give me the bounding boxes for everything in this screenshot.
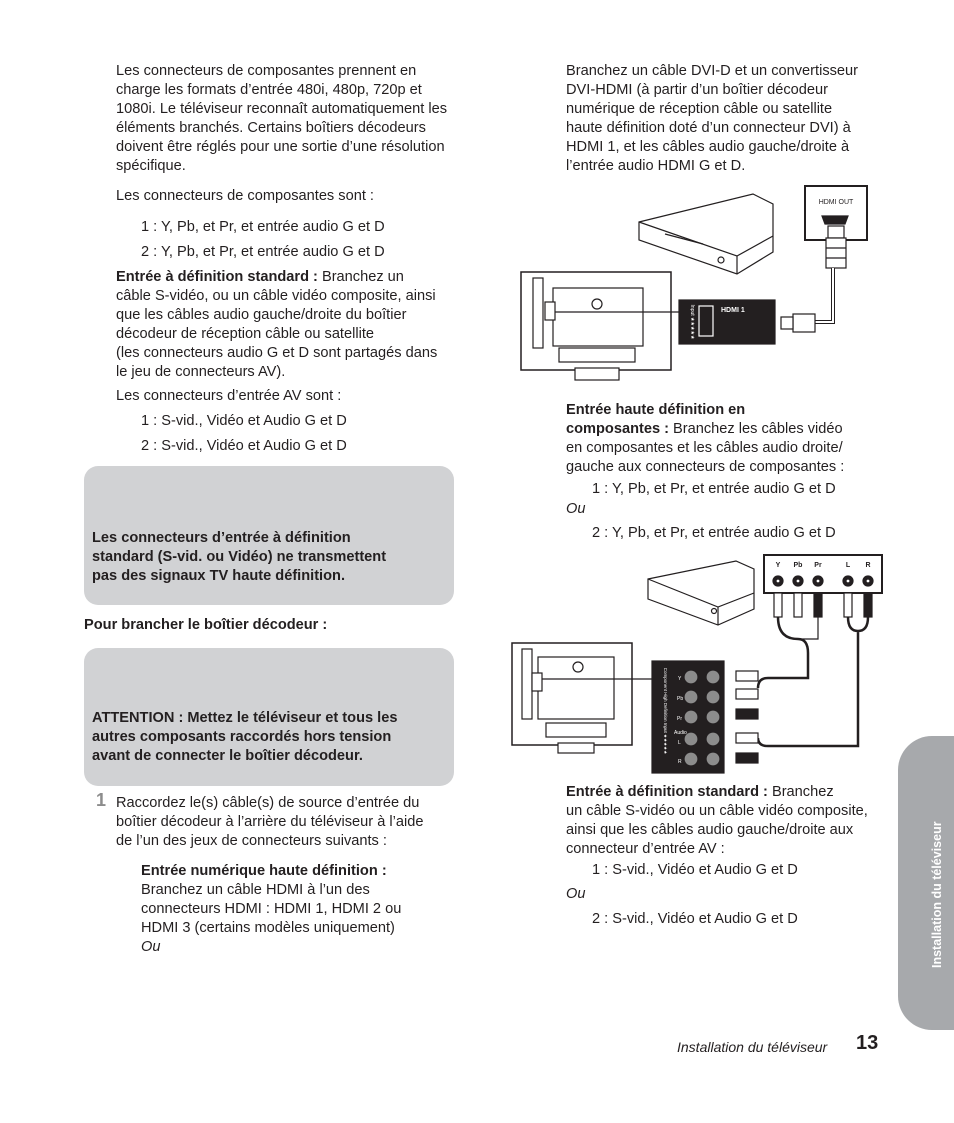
footer-section-title: Installation du téléviseur [677, 1039, 828, 1055]
text-line: Branchez [767, 784, 834, 800]
ou-text: Ou [566, 886, 586, 902]
text-line: Branchez les câbles vidéo [669, 421, 843, 437]
text-line: charge les formats d’entrée 480i, 480p, 720p et [116, 82, 422, 98]
sd-right-paragraph [566, 783, 896, 859]
text-line: Branchez un câble DVI-D et un convertisseur [566, 63, 859, 79]
text-line: spécifique. [116, 158, 186, 174]
av-set-2: 2 : S-vid., Vidéo et Audio G et D [592, 911, 798, 927]
component-output-panel [764, 555, 882, 593]
section-tab-label: Installation du téléviseur [930, 821, 944, 968]
component-set-1: 1 : Y, Pb, et Pr, et entrée audio G et D [592, 481, 836, 497]
text-line: doivent être réglés pour une sortie d’une résolution [116, 139, 445, 155]
av-set-2: 2 : S-vid., Vidéo et Audio G et D [141, 438, 347, 454]
panel-label: Pr [677, 716, 682, 722]
text-line: gauche aux connecteurs de composantes : [566, 459, 845, 475]
jack-label: Pb [793, 562, 803, 569]
text-line: DVI-HDMI (à partir d’un boîtier décodeur [566, 82, 828, 98]
warning-text [92, 709, 450, 766]
sd-title: Entrée à définition standard : [116, 269, 318, 285]
text-line: (les connecteurs audio G et D sont partagés dans [116, 345, 438, 361]
text-line: connecteurs HDMI : HDMI 1, HDMI 2 ou [141, 901, 402, 917]
hd-component-title: Entrée haute définition en [566, 402, 746, 418]
sd-title: Entrée à définition standard : [566, 784, 768, 800]
hd-component-paragraph [566, 401, 896, 477]
text-line: numérique de réception câble ou satellite [566, 101, 833, 117]
panel-caption: Component High Definition Input ★★★★★ [663, 667, 668, 755]
text-line: haute définition doté d’un connecteur DVI) à [566, 120, 851, 136]
component-connection-diagram [508, 553, 888, 778]
text-line: 1080i. Le téléviseur reconnaît automatiquement les [116, 101, 447, 117]
jack-label: Y [775, 562, 781, 569]
step-number: 1 [96, 790, 107, 810]
page-number: 13 [856, 1032, 879, 1054]
input-label: Input ★★★★★ [689, 304, 695, 340]
text-line: de l’un des jeux de connecteurs suivants : [116, 833, 387, 849]
panel-label: L [678, 740, 681, 746]
text-line: connecteur d’entrée AV : [566, 841, 725, 857]
panel-label: R [678, 759, 682, 765]
panel-label: Pb [677, 696, 684, 702]
standard-definition-paragraph [116, 268, 476, 382]
text-line: ainsi que les câbles audio gauche/droite aux [566, 822, 854, 838]
text-line: câble S-vidéo, ou un câble vidéo composite, ainsi [116, 288, 436, 304]
intro-paragraph [116, 62, 476, 176]
text-line: décodeur de réception câble ou satellite [116, 326, 374, 342]
audio-cables [758, 617, 868, 746]
procedure-title: Pour brancher le boîtier décodeur : [84, 617, 328, 633]
component-set-1: 1 : Y, Pb, et Pr, et entrée audio G et D [141, 219, 385, 235]
warning-line: avant de connecter le boîtier décodeur. [92, 748, 363, 764]
text-line: HDMI 3 (certains modèles uniquement) [141, 920, 395, 936]
hd-digital-title: Entrée numérique haute définition : [141, 863, 387, 879]
av-set-1: 1 : S-vid., Vidéo et Audio G et D [141, 413, 347, 429]
av-intro: Les connecteurs d’entrée AV sont : [116, 388, 342, 404]
video-cables [758, 617, 808, 688]
set-top-box [648, 561, 754, 625]
text-line: le jeu de connecteurs AV). [116, 364, 286, 380]
ou-label [566, 885, 585, 904]
note-line: standard (S-vid. ou Vidéo) ne transmettent [92, 549, 387, 565]
text-line: éléments branchés. Certains boîtiers décodeurs [116, 120, 426, 136]
component-intro: Les connecteurs de composantes sont : [116, 188, 374, 204]
hd-digital-paragraph [141, 862, 471, 957]
text-line: un câble S-vidéo ou un câble vidéo composite, [566, 803, 868, 819]
text-line: Raccordez le(s) câble(s) de source d’entrée du [116, 795, 420, 811]
ou-text: Ou [566, 501, 586, 517]
warning-line: ATTENTION : Mettez le téléviseur et tous les [92, 710, 398, 726]
note-text [92, 529, 450, 586]
hdmi-1-label: HDMI 1 [721, 307, 745, 314]
dvi-paragraph [566, 62, 896, 176]
jack-label: R [865, 562, 871, 569]
text-line: Les connecteurs de composantes prennent en [116, 63, 417, 79]
set-top-box [639, 194, 773, 274]
component-set-2: 2 : Y, Pb, et Pr, et entrée audio G et D [592, 525, 836, 541]
component-set-2: 2 : Y, Pb, et Pr, et entrée audio G et D [141, 244, 385, 260]
av-set-1: 1 : S-vid., Vidéo et Audio G et D [592, 862, 798, 878]
panel-label: Audio [674, 730, 687, 736]
note-line: pas des signaux TV haute définition. [92, 568, 345, 584]
ou-label: Ou [141, 939, 161, 955]
note-line: Les connecteurs d’entrée à définition [92, 530, 351, 546]
text-line: que les câbles audio gauche/droite du boîtier [116, 307, 407, 323]
hdmi-cable [815, 268, 833, 322]
step-1-text [116, 794, 476, 851]
hdmi-out-label: HDMI OUT [818, 199, 854, 206]
text-line: Branchez un câble HDMI à l’un des [141, 882, 370, 898]
text-line: Branchez un [317, 269, 404, 285]
text-line: en composantes et les câbles audio droite/ [566, 440, 843, 456]
text-line: boîtier décodeur à l’arrière du téléviseur à l’aide [116, 814, 424, 830]
hd-component-title: composantes : [566, 421, 669, 437]
warning-line: autres composants raccordés hors tension [92, 729, 392, 745]
panel-label: Y [678, 676, 682, 682]
hdmi-port-icon [822, 216, 848, 224]
ou-label [566, 500, 585, 519]
jack-label: Pr [814, 562, 822, 569]
text-line: l’entrée audio HDMI G et D. [566, 158, 746, 174]
text-line: HDMI 1, et les câbles audio gauche/droite à [566, 139, 850, 155]
jack-label: L [845, 562, 851, 569]
hdmi-connection-diagram [515, 182, 875, 394]
